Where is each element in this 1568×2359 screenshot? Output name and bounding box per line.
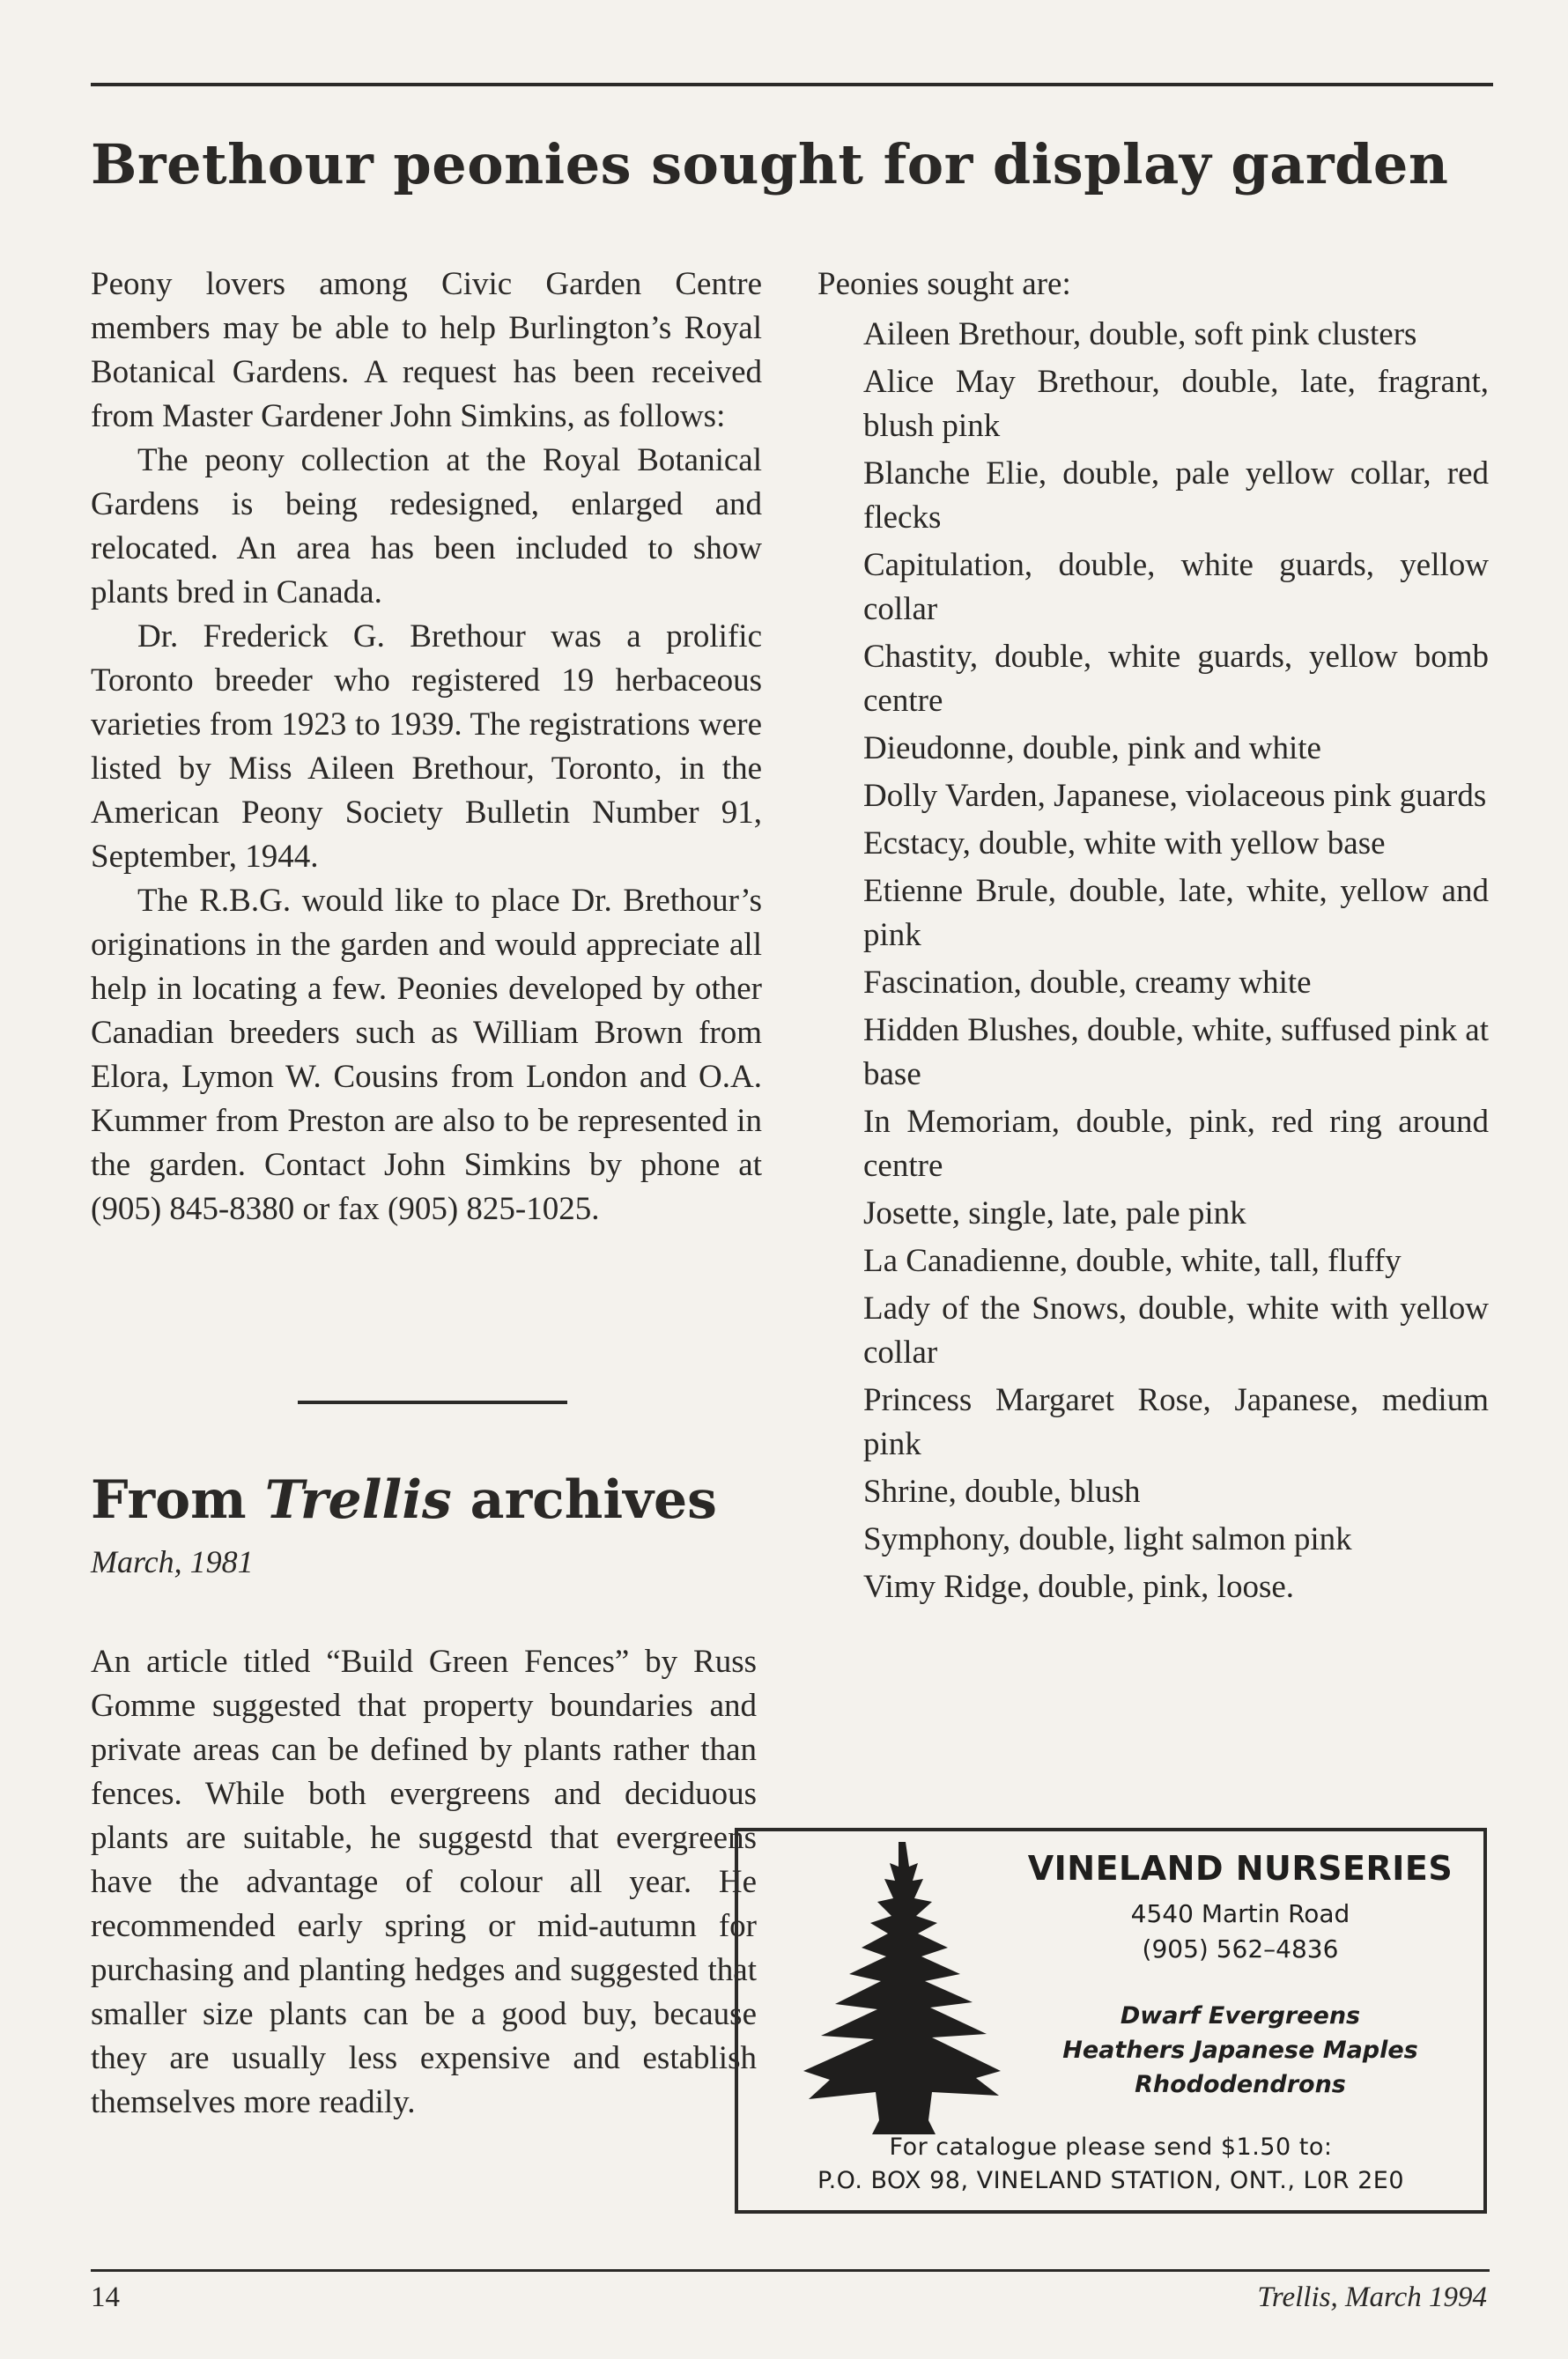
nursery-contact [1002,1897,1478,1967]
publication-footer: Trellis, March 1994 [1257,2281,1487,2313]
article-paragraph: Dr. Frederick G. Brethour was a prolific Toronto breeder who registered 19 herbaceous varieties from 1923 to 1939. The registrations were listed by Miss Aileen Brethour, Toronto, in the American Peony Society Bulletin Number 91, September, 1944. [91,618,762,875]
list-item: Fascination, double, creamy white [863,965,1312,1001]
list-item: La Canadienne, double, white, tall, fluffy [863,1243,1402,1279]
list-item: Hidden Blushes, double, white, suffused pink at base [863,1012,1489,1092]
article-body-left [91,263,762,1231]
article-paragraph: The R.B.G. would like to place Dr. Brethour’s originations in the garden and would appreciate all help in locating a few. Peonies developed by other Canadian breeders such as William Brown from Elora, Lymon W. Cousins from London and O.A. Kummer from Preston are also to be represented in the garden. Contact John Simkins by phone at (905) 845-8380 or fax (905) 825-1025. [91,883,762,1227]
list-item: Chastity, double, white guards, yellow bomb centre [863,639,1489,719]
archives-title [91,1469,760,1531]
page-number: 14 [91,2281,120,2313]
archives-title-suffix: archives [451,1469,717,1531]
list-item: Ecstacy, double, white with yellow base [863,825,1386,862]
nursery-phone: (905) 562–4836 [1142,1934,1339,1963]
nursery-products [1002,1999,1478,2102]
nursery-advertisement [735,1828,1487,2214]
list-item: Shrine, double, blush [863,1474,1141,1510]
list-item: Aileen Brethour, double, soft pink clusters [863,316,1417,352]
mailing-address: P.O. BOX 98, VINELAND STATION, ONT., L0R 2E0 [817,2167,1404,2194]
archives-body [91,1640,757,2125]
list-item: Etienne Brule, double, late, white, yellow and pink [863,873,1489,953]
peony-list [817,313,1489,1609]
bottom-rule [91,2269,1490,2272]
archives-title-prefix: From [91,1469,265,1531]
peony-list-intro: Peonies sought are: [817,266,1071,302]
product-line: Rhododendrons [1135,2071,1346,2098]
list-item: Josette, single, late, pale pink [863,1195,1246,1231]
section-divider [298,1401,567,1404]
list-item: Capitulation, double, white guards, yellow collar [863,547,1489,627]
top-rule [91,83,1493,86]
list-item: Lady of the Snows, double, white with yellow collar [863,1290,1489,1371]
nursery-address: 4540 Martin Road [1130,1899,1350,1928]
list-item: Blanche Elie, double, pale yellow collar, red flecks [863,455,1489,536]
archives-date: March, 1981 [91,1544,254,1579]
nursery-name: VINELAND NURSERIES [1027,1849,1453,1888]
article-paragraph: The peony collection at the Royal Botanical Gardens is being redesigned, enlarged and relocated. An area has been included to show plants bred in Canada. [91,442,762,610]
catalogue-offer: For catalogue please send $1.50 to: [889,2133,1333,2161]
article-title: Brethour peonies sought for display garden [91,132,1449,196]
article-paragraph: Peony lovers among Civic Garden Centre members may be able to help Burlington’s Royal Botanical Gardens. A request has been received from Master Gardener John Simkins, as follows: [91,266,762,434]
list-item: Dolly Varden, Japanese, violaceous pink guards [863,778,1487,814]
list-item: In Memoriam, double, pink, red ring around centre [863,1104,1489,1184]
list-item: Vimy Ridge, double, pink, loose. [863,1569,1295,1605]
article-body-right [817,263,1489,1613]
list-item: Dieudonne, double, pink and white [863,730,1321,766]
list-item: Alice May Brethour, double, late, fragrant, blush pink [863,364,1489,444]
archives-title-italic: Trellis [264,1469,452,1531]
list-item: Princess Margaret Rose, Japanese, medium pink [863,1382,1489,1462]
product-line: Heathers Japanese Maples [1062,2037,1418,2064]
catalogue-info [738,2131,1483,2198]
evergreen-tree-icon [800,1840,1008,2135]
archives-paragraph: An article titled “Build Green Fences” by Russ Gomme suggested that property boundaries and private areas can be defined by plants rather than fences. While both evergreens and deciduous plants are suitable, he suggestd that evergreens have the advantage of colour all year. He recommended early spring or mid-autumn for purchasing and planting hedges and suggested that smaller size plants can be a good buy, because they are usually less expensive and establish themselves more readily. [91,1644,757,2120]
list-item: Symphony, double, light salmon pink [863,1521,1352,1557]
product-line: Dwarf Evergreens [1120,2002,1361,2030]
